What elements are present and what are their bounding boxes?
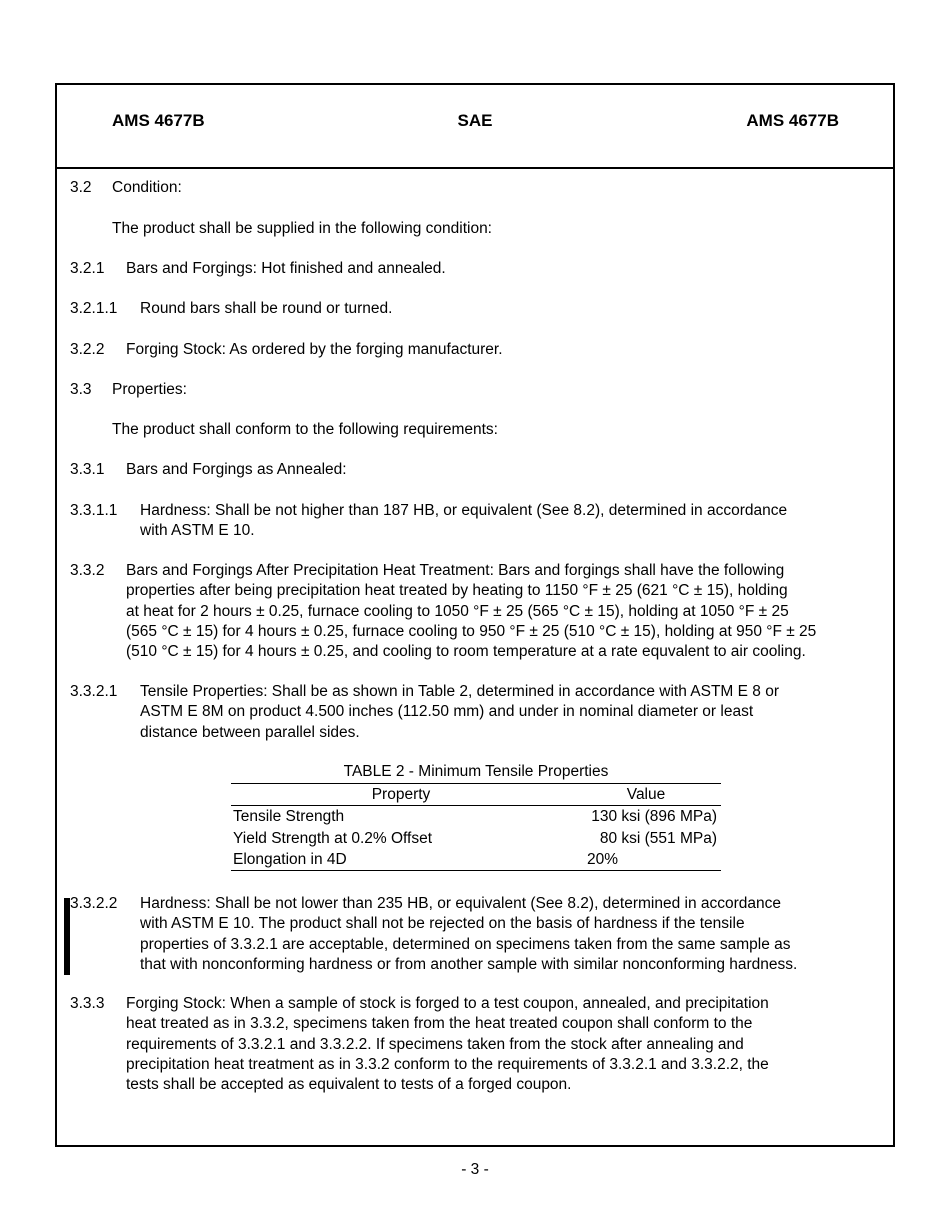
section-paragraph bbox=[126, 994, 769, 1095]
section-paragraph bbox=[140, 682, 779, 743]
text-line: (510 °C ± 15) for 4 hours ± 0.25, and cooling to room temperature at a rate equvalent to air cooling. bbox=[126, 643, 806, 661]
page-number: - 3 - bbox=[461, 1161, 489, 1178]
section-text: Round bars shall be round or turned. bbox=[140, 300, 393, 317]
text-line: Tensile Properties: Shall be as shown in Table 2, determined in accordance with ASTM E 8 or bbox=[140, 683, 779, 700]
section-text: The product shall be supplied in the following condition: bbox=[112, 220, 492, 237]
section-paragraph bbox=[140, 501, 787, 542]
section-number: 3.3.3 bbox=[70, 995, 105, 1012]
table-row bbox=[231, 806, 721, 827]
text-line: Forging Stock: When a sample of stock is forged to a test coupon, annealed, and precipitation bbox=[126, 995, 769, 1012]
column-header-property: Property bbox=[371, 786, 431, 803]
section-paragraph bbox=[140, 894, 797, 975]
text-line: properties of 3.3.2.1 are acceptable, determined on specimens taken from the same sample as bbox=[140, 935, 791, 953]
section-number: 3.3.1 bbox=[70, 461, 105, 478]
table-row bbox=[231, 849, 721, 870]
text-line: at heat for 2 hours ± 0.25, furnace cooling to 1050 °F ± 25 (565 °C ± 15), holding at 1050 °F ± 25 bbox=[126, 602, 789, 620]
section-number: 3.3 bbox=[70, 381, 92, 398]
text-line: requirements of 3.3.2.1 and 3.3.2.2. If specimens taken from the stock after annealing and bbox=[126, 1035, 744, 1053]
table-cell-value: 80 ksi (551 MPa) bbox=[599, 829, 717, 847]
section-heading: Properties: bbox=[112, 381, 187, 398]
text-line: Hardness: Shall be not lower than 235 HB, or equivalent (See 8.2), determined in accordance bbox=[140, 895, 782, 912]
header-doc-id-left: AMS 4677B bbox=[112, 111, 205, 130]
text-line: properties after being precipitation heat treated by heating to 1150 °F ± 25 (621 °C ± 15), holding bbox=[126, 582, 788, 600]
header-publisher: SAE bbox=[457, 111, 493, 130]
text-line: Hardness: Shall be not higher than 187 HB, or equivalent (See 8.2), determined in accordance bbox=[140, 502, 788, 519]
text-line: distance between parallel sides. bbox=[140, 723, 360, 741]
section-heading: Condition: bbox=[112, 179, 182, 196]
section-number: 3.2.1.1 bbox=[70, 300, 118, 317]
text-line: tests shall be accepted as equivalent to tests of a forged coupon. bbox=[126, 1076, 572, 1094]
text-line: Bars and Forgings After Precipitation Heat Treatment: Bars and forgings shall have the following bbox=[126, 562, 785, 579]
column-header-value: Value bbox=[626, 786, 666, 803]
text-line: with ASTM E 10. The product shall not be rejected on the basis of hardness if the tensile bbox=[140, 915, 745, 933]
page-frame bbox=[55, 83, 895, 1147]
table-caption: TABLE 2 - Minimum Tensile Properties bbox=[343, 763, 609, 780]
document-header bbox=[57, 85, 893, 169]
text-line: precipitation heat treatment as in 3.3.2 conform to the requirements of 3.3.2.1 and 3.3.2.2, the bbox=[126, 1055, 769, 1073]
text-line: that with nonconforming hardness or from another sample with similar nonconforming hardness. bbox=[140, 955, 798, 973]
section-number: 3.3.2.2 bbox=[70, 895, 118, 912]
table-header-row bbox=[231, 784, 721, 805]
text-line: ASTM E 8M on product 4.500 inches (112.50 mm) and under in nominal diameter or least bbox=[140, 703, 754, 721]
table-cell-property: Yield Strength at 0.2% Offset bbox=[233, 829, 433, 847]
table-cell-property: Elongation in 4D bbox=[233, 850, 347, 868]
header-doc-id-right: AMS 4677B bbox=[746, 111, 839, 130]
table-bottom-rule bbox=[231, 870, 721, 871]
table-cell-value: 20% bbox=[587, 850, 619, 868]
section-text: The product shall conform to the following requirements: bbox=[112, 421, 498, 438]
section-text: Forging Stock: As ordered by the forging manufacturer. bbox=[126, 341, 503, 358]
section-number: 3.2.2 bbox=[70, 341, 105, 358]
section-number: 3.2.1 bbox=[70, 260, 105, 277]
table-cell-property: Tensile Strength bbox=[233, 808, 345, 826]
section-number: 3.3.1.1 bbox=[70, 502, 118, 519]
text-line: with ASTM E 10. bbox=[140, 522, 255, 540]
section-number: 3.3.2.1 bbox=[70, 683, 118, 700]
section-text: Bars and Forgings: Hot finished and annealed. bbox=[126, 260, 446, 277]
text-line: heat treated as in 3.3.2, specimens taken from the heat treated coupon shall conform to the bbox=[126, 1015, 753, 1033]
section-number: 3.2 bbox=[70, 179, 92, 196]
table-row bbox=[231, 828, 721, 849]
section-paragraph bbox=[126, 561, 816, 662]
section-heading: Bars and Forgings as Annealed: bbox=[126, 461, 347, 478]
text-line: (565 °C ± 15) for 4 hours ± 0.25, furnace cooling to 950 °F ± 25 (510 °C ± 15), holding at 950 °F ± 25 bbox=[126, 622, 817, 640]
section-number: 3.3.2 bbox=[70, 562, 105, 579]
tensile-properties-table bbox=[231, 761, 721, 871]
table-cell-value: 130 ksi (896 MPa) bbox=[591, 808, 717, 826]
